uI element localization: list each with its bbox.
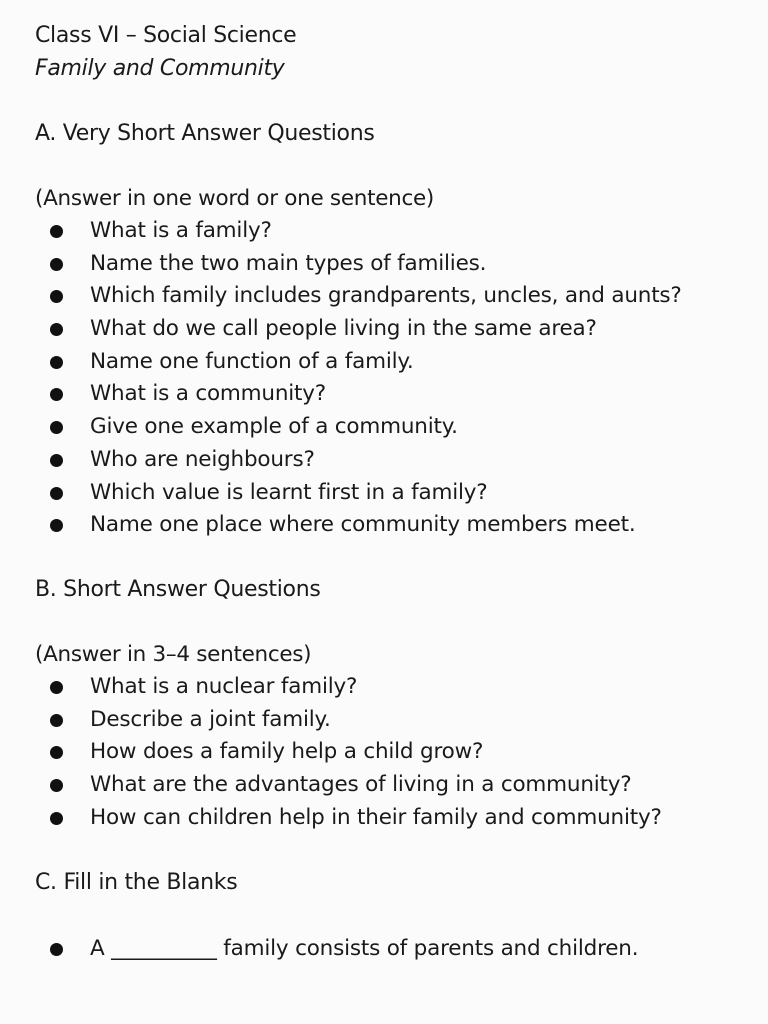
section-c-question-list [0, 934, 768, 967]
question-text: Name one function of a family. [90, 348, 414, 374]
list-item [0, 445, 768, 478]
question-text: Who are neighbours? [90, 446, 315, 472]
list-item [0, 249, 768, 282]
question-text: What is a family? [90, 218, 272, 243]
bullet-icon [50, 225, 63, 238]
list-item [0, 314, 768, 347]
bullet-icon [50, 943, 63, 956]
bullet-icon [50, 487, 63, 500]
list-item [0, 379, 768, 412]
question-text: Which family includes grandparents, uncles, and aunts? [90, 283, 682, 309]
list-item [0, 770, 768, 803]
question-text: Give one example of a community. [90, 414, 458, 440]
list-item [0, 478, 768, 511]
section-b-title: B. Short Answer Questions [35, 577, 321, 602]
fill-blank-text: A __________ family consists of parents and children. [90, 936, 639, 961]
question-text: Which value is learnt first in a family? [90, 479, 488, 505]
bullet-icon [50, 779, 63, 792]
bullet-icon [50, 681, 63, 694]
section-b-question-list [0, 672, 768, 835]
topic-subtitle: Family and Community [35, 56, 285, 81]
class-subject-heading: Class VI – Social Science [35, 23, 297, 48]
section-c-title: C. Fill in the Blanks [35, 870, 238, 895]
section-a-instruction: (Answer in one word or one sentence) [35, 186, 435, 211]
bullet-icon [50, 388, 63, 401]
bullet-icon [50, 290, 63, 303]
question-text: How does a family help a child grow? [90, 739, 484, 765]
list-item [0, 705, 768, 738]
question-text: Describe a joint family. [90, 706, 331, 732]
list-item [0, 216, 768, 249]
bullet-icon [50, 714, 63, 727]
bullet-icon [50, 454, 63, 467]
question-text: Name the two main types of families. [90, 250, 487, 276]
question-text: What is a community? [90, 381, 326, 407]
list-item [0, 281, 768, 314]
list-item [0, 934, 768, 967]
list-item [0, 803, 768, 836]
bullet-icon [50, 519, 63, 532]
bullet-icon [50, 812, 63, 825]
list-item [0, 412, 768, 445]
section-a-title: A. Very Short Answer Questions [35, 121, 375, 146]
bullet-icon [50, 323, 63, 336]
bullet-icon [50, 421, 63, 434]
list-item [0, 737, 768, 770]
section-b-instruction: (Answer in 3–4 sentences) [35, 642, 312, 667]
bullet-icon [50, 258, 63, 271]
list-item [0, 672, 768, 705]
bullet-icon [50, 356, 63, 369]
question-text: What are the advantages of living in a community? [90, 772, 632, 798]
list-item [0, 510, 768, 543]
question-text: What do we call people living in the same area? [90, 316, 597, 342]
question-text: Name one place where community members meet. [90, 512, 636, 538]
section-a-question-list [0, 216, 768, 543]
list-item [0, 347, 768, 380]
question-text: How can children help in their family and community? [90, 804, 662, 830]
question-text: What is a nuclear family? [90, 674, 358, 699]
bullet-icon [50, 746, 63, 759]
